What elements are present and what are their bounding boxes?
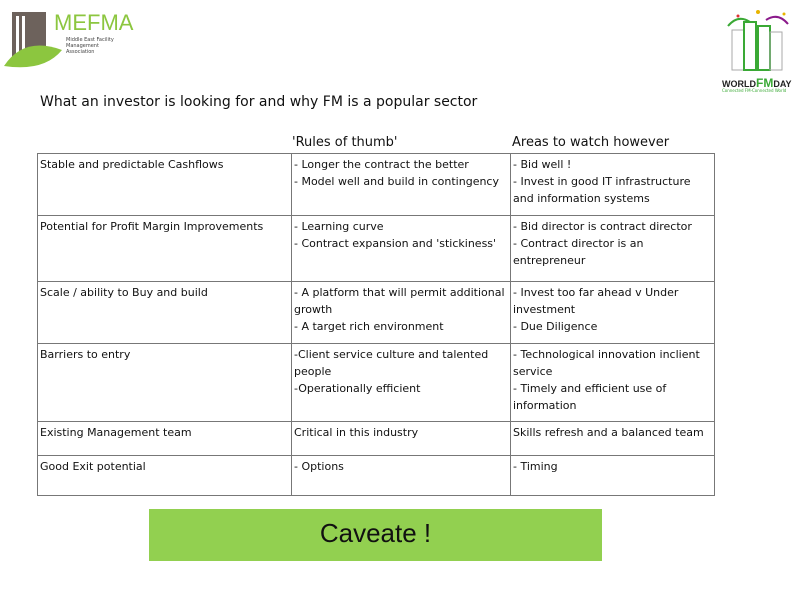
column-header-rules: 'Rules of thumb' (292, 135, 398, 150)
rules-cell: - A platform that will permit additional growth - A target rich environment (292, 282, 511, 344)
rules-cell: - Options (292, 456, 511, 496)
investor-table (37, 153, 715, 496)
factor-cell: Scale / ability to Buy and build (38, 282, 292, 344)
rules-cell: -Client service culture and talented people -Operationally efficient (292, 344, 511, 422)
mefma-logo (4, 6, 134, 72)
factor-cell: Good Exit potential (38, 456, 292, 496)
watch-cell: - Technological innovation inclient service - Timely and efficient use of information (511, 344, 715, 422)
city-fireworks-icon (718, 4, 798, 74)
table-row (38, 216, 715, 282)
mefma-name: MEFMA (54, 10, 134, 35)
table-row (38, 456, 715, 496)
world-fm-day-logo (718, 4, 798, 92)
page-title: What an investor is looking for and why FM is a popular sector (40, 94, 478, 110)
factor-cell: Existing Management team (38, 422, 292, 456)
watch-cell: Skills refresh and a balanced team (511, 422, 715, 456)
wfm-day: DAY (773, 79, 792, 89)
factor-cell: Potential for Profit Margin Improvements (38, 216, 292, 282)
caveat-banner: Caveate ! (149, 509, 602, 561)
world-fm-day-tagline: Connected FM-Connected World (722, 88, 787, 93)
rules-cell: - Learning curve - Contract expansion and 'stickiness' (292, 216, 511, 282)
watch-cell: - Bid director is contract director - Contract director is an entrepreneur (511, 216, 715, 282)
watch-cell: - Bid well ! - Invest in good IT infrastructure and information systems (511, 154, 715, 216)
watch-cell: - Invest too far ahead v Under investment - Due Diligence (511, 282, 715, 344)
factor-cell: Barriers to entry (38, 344, 292, 422)
table-row (38, 422, 715, 456)
table-row (38, 282, 715, 344)
factor-cell: Stable and predictable Cashflows (38, 154, 292, 216)
wfm-world: WORLD (722, 79, 756, 89)
watch-cell: - Timing (511, 456, 715, 496)
table-row (38, 344, 715, 422)
rules-cell: - Longer the contract the better - Model well and build in contingency (292, 154, 511, 216)
mefma-subtitle: Middle East Facility Management Association (66, 37, 114, 55)
table-row (38, 154, 715, 216)
rules-cell: Critical in this industry (292, 422, 511, 456)
column-header-watch: Areas to watch however (512, 135, 670, 150)
wfm-fm: FM (756, 76, 774, 90)
